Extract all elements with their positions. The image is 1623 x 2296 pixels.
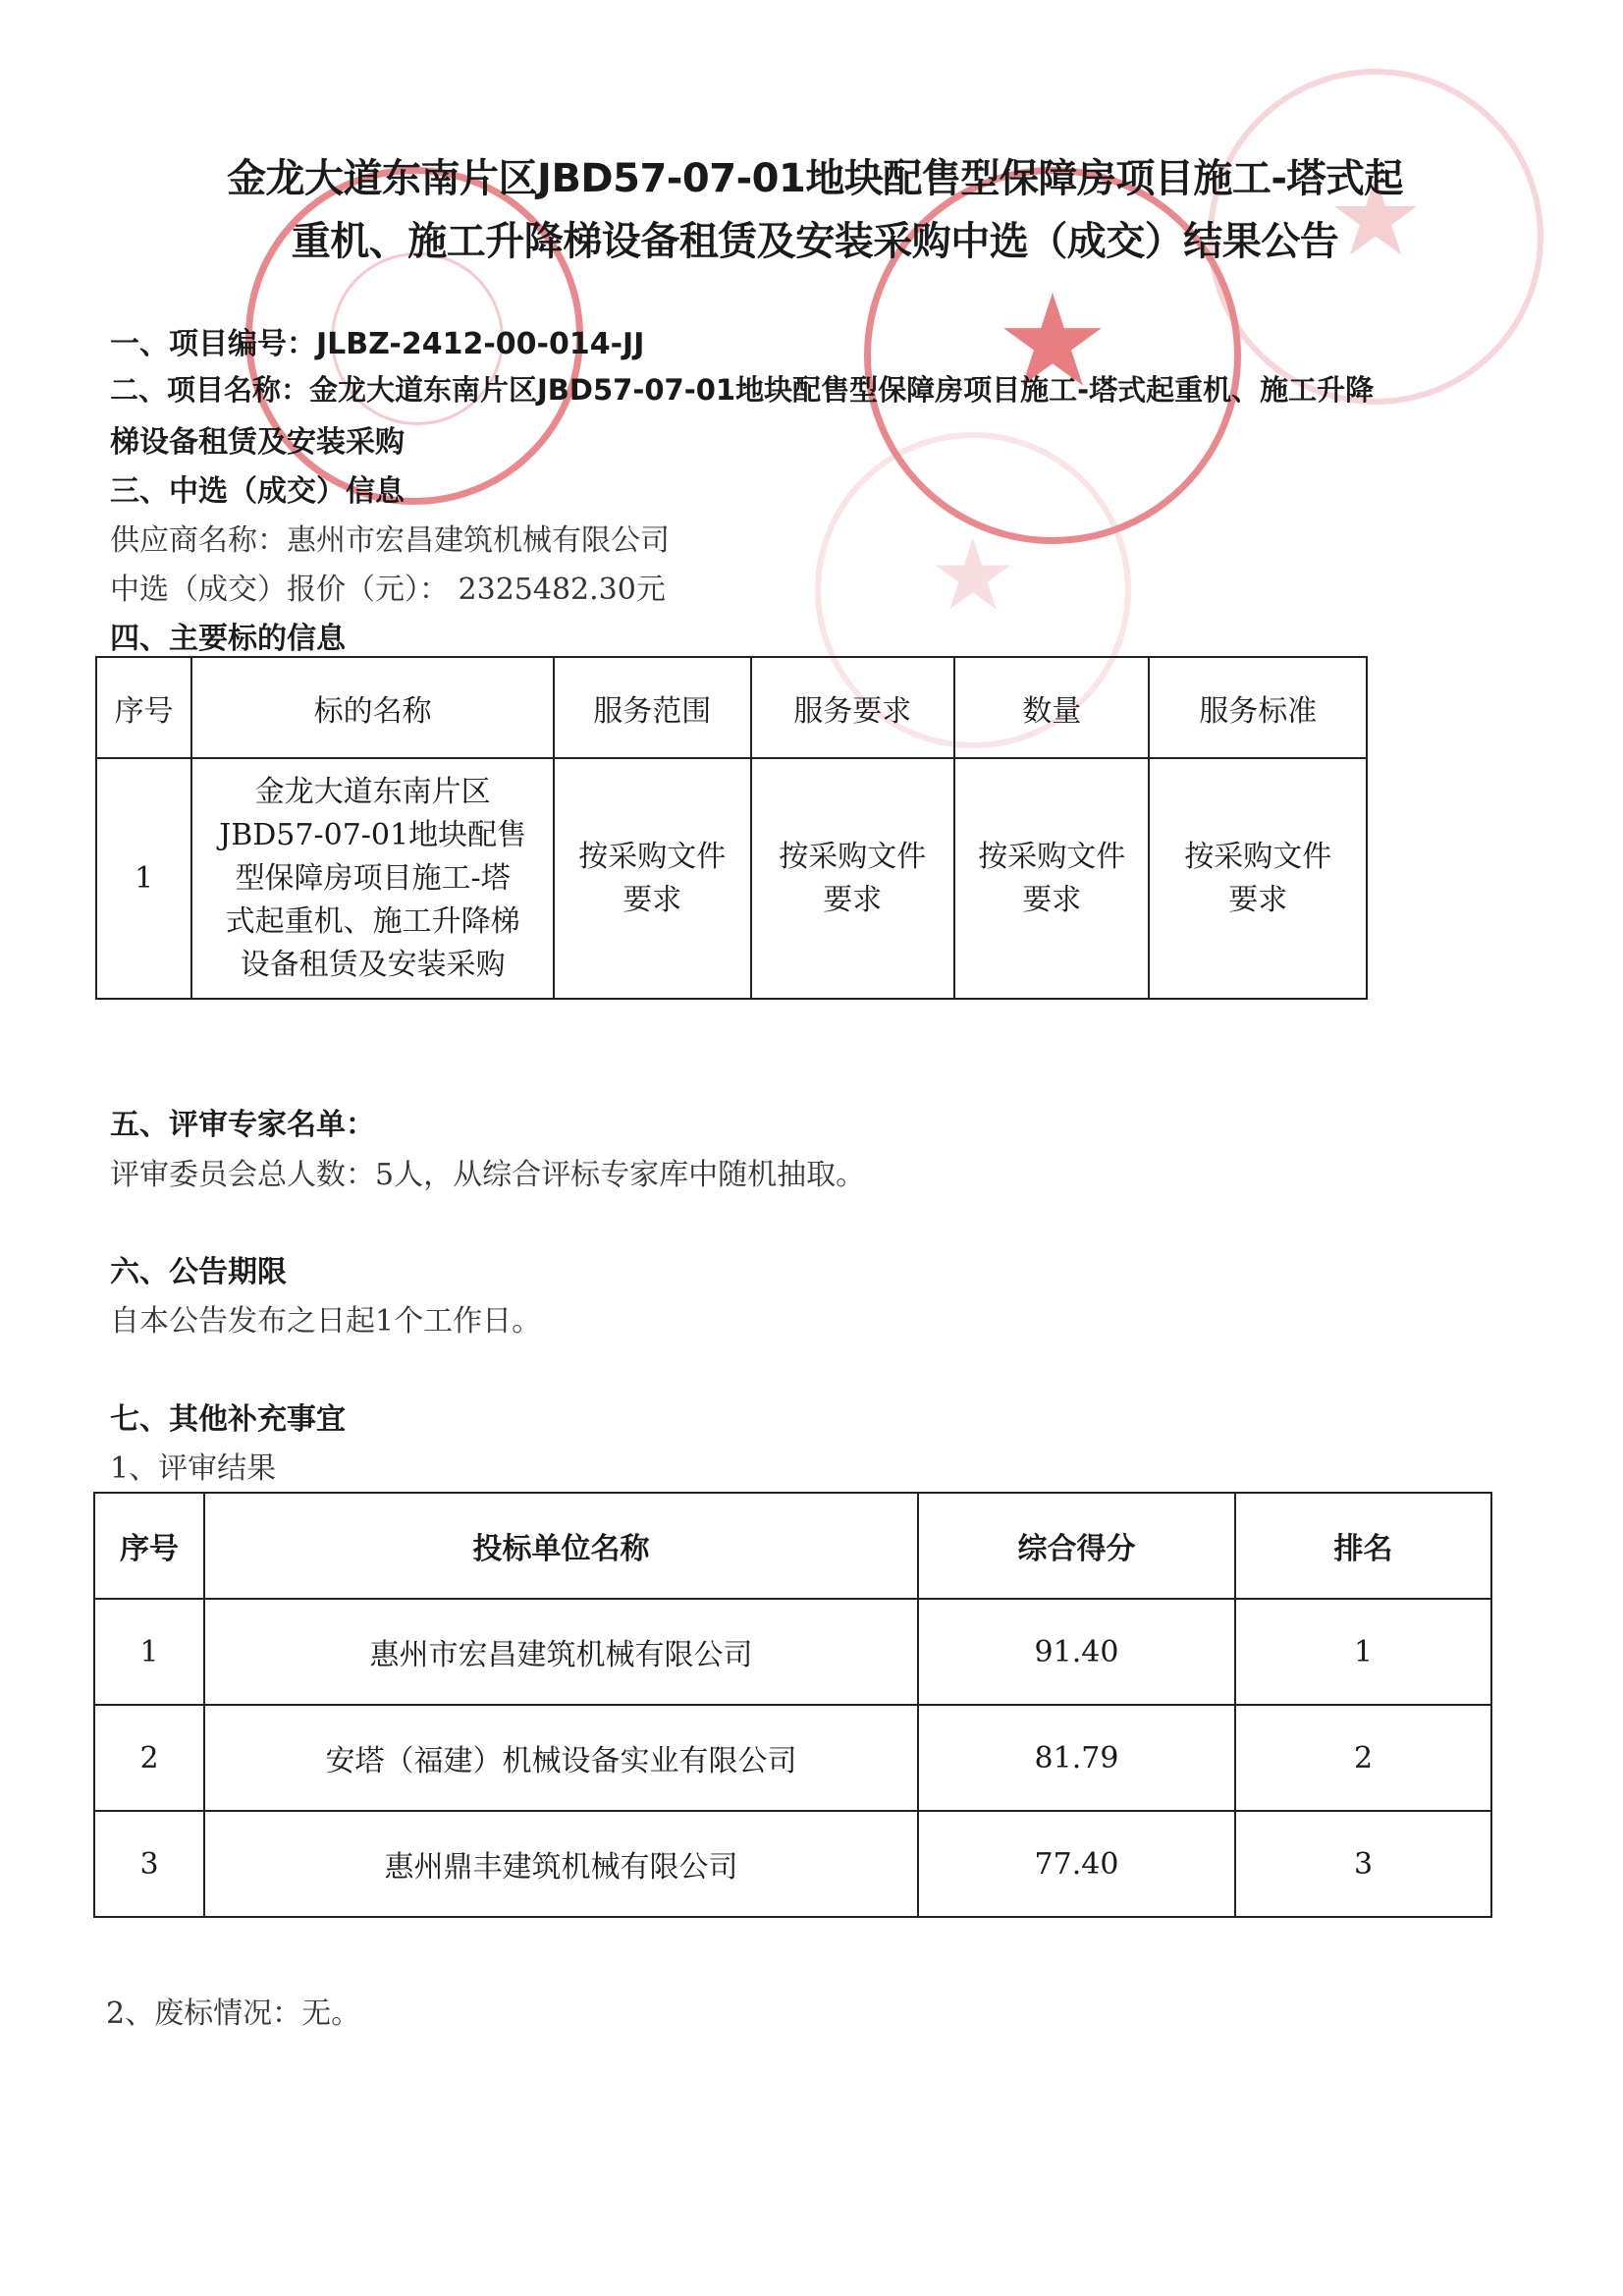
section-project-number: 一、项目编号：JLBZ-2412-00-014-JJ [110, 327, 645, 361]
cell-line: 按采购文件 [1184, 839, 1332, 874]
rejected-bids: 2、废标情况：无。 [106, 1996, 361, 2031]
supplier-name: 供应商名称：惠州市宏昌建筑机械有限公司 [110, 523, 670, 558]
bidder-score: 81.79 [918, 1705, 1235, 1811]
table-row [94, 1811, 1491, 1917]
service-scope [554, 758, 750, 999]
title-line-1: 金龙大道东南片区JBD57-07-01地块配售型保障房项目施工-塔式起 [227, 156, 1403, 201]
section-experts: 五、评审专家名单： [110, 1108, 375, 1142]
cell-line: 要求 [1228, 882, 1288, 917]
item-name-line: 设备租赁及安装采购 [240, 947, 506, 982]
section-project-name-cont: 梯设备租赁及安装采购 [110, 425, 405, 460]
header-cell: 综合得分 [918, 1493, 1235, 1599]
bidder-rank: 1 [1235, 1599, 1491, 1705]
section-project-name: 二、项目名称：金龙大道东南片区JBD57-07-01地块配售型保障房项目施工-塔式起重机、施工升降 [110, 373, 1375, 407]
header-cell: 服务标准 [1149, 657, 1367, 758]
quantity [954, 758, 1149, 999]
table-header-row [96, 657, 1367, 758]
bidder-score: 77.40 [918, 1811, 1235, 1917]
cell-line: 要求 [823, 882, 883, 917]
bidder-name: 惠州市宏昌建筑机械有限公司 [204, 1599, 918, 1705]
section-award-info: 三、中选（成交）信息 [110, 474, 405, 509]
cell-line: 按采购文件 [779, 839, 927, 874]
experts-text: 评审委员会总人数：5人，从综合评标专家库中随机抽取。 [110, 1158, 866, 1192]
item-name-line: JBD57-07-01地块配售 [219, 817, 527, 852]
notice-period-text: 自本公告发布之日起1个工作日。 [110, 1304, 542, 1339]
star-icon: ★ [929, 518, 1017, 632]
item-name-line: 式起重机、施工升降梯 [225, 903, 520, 939]
header-cell: 序号 [94, 1493, 204, 1599]
header-cell: 序号 [96, 657, 191, 758]
table-row [94, 1705, 1491, 1811]
star-icon: ★ [1326, 154, 1425, 280]
document-title [118, 147, 1512, 273]
service-standard [1149, 758, 1367, 999]
title-line-2: 重机、施工升降梯设备租赁及安装采购中选（成交）结果公告 [291, 219, 1339, 264]
review-result-label: 1、评审结果 [110, 1451, 277, 1486]
bidder-rank: 3 [1235, 1811, 1491, 1917]
bidder-rank: 2 [1235, 1705, 1491, 1811]
bidder-score: 91.40 [918, 1599, 1235, 1705]
bidder-name: 安塔（福建）机械设备实业有限公司 [204, 1705, 918, 1811]
row-number: 2 [94, 1705, 204, 1811]
award-price: 中选（成交）报价（元）： 2325482.30元 [110, 573, 666, 607]
table-row [94, 1599, 1491, 1705]
table-header-row [94, 1493, 1491, 1599]
star-icon: ★ [995, 266, 1110, 415]
cell-line: 要求 [1022, 882, 1082, 917]
header-cell: 服务范围 [554, 657, 750, 758]
section-other-matters: 七、其他补充事宜 [110, 1402, 346, 1437]
header-cell: 排名 [1235, 1493, 1491, 1599]
row-number: 1 [94, 1599, 204, 1705]
item-name-line: 型保障房项目施工-塔 [235, 860, 511, 896]
main-items-table [95, 656, 1368, 1000]
header-cell: 数量 [954, 657, 1149, 758]
row-number: 3 [94, 1811, 204, 1917]
cell-line: 按采购文件 [578, 839, 727, 874]
header-cell: 标的名称 [191, 657, 554, 758]
service-requirement [751, 758, 954, 999]
table-row [96, 758, 1367, 999]
header-cell: 服务要求 [751, 657, 954, 758]
header-cell: 投标单位名称 [204, 1493, 918, 1599]
bidder-name: 惠州鼎丰建筑机械有限公司 [204, 1811, 918, 1917]
cell-line: 要求 [622, 882, 682, 917]
row-number: 1 [96, 758, 191, 999]
cell-line: 按采购文件 [978, 839, 1126, 874]
item-name [191, 758, 554, 999]
review-results-table [93, 1492, 1492, 1918]
section-main-items: 四、主要标的信息 [110, 622, 346, 656]
item-name-line: 金龙大道东南片区 [254, 774, 491, 809]
section-notice-period: 六、公告期限 [110, 1255, 287, 1289]
